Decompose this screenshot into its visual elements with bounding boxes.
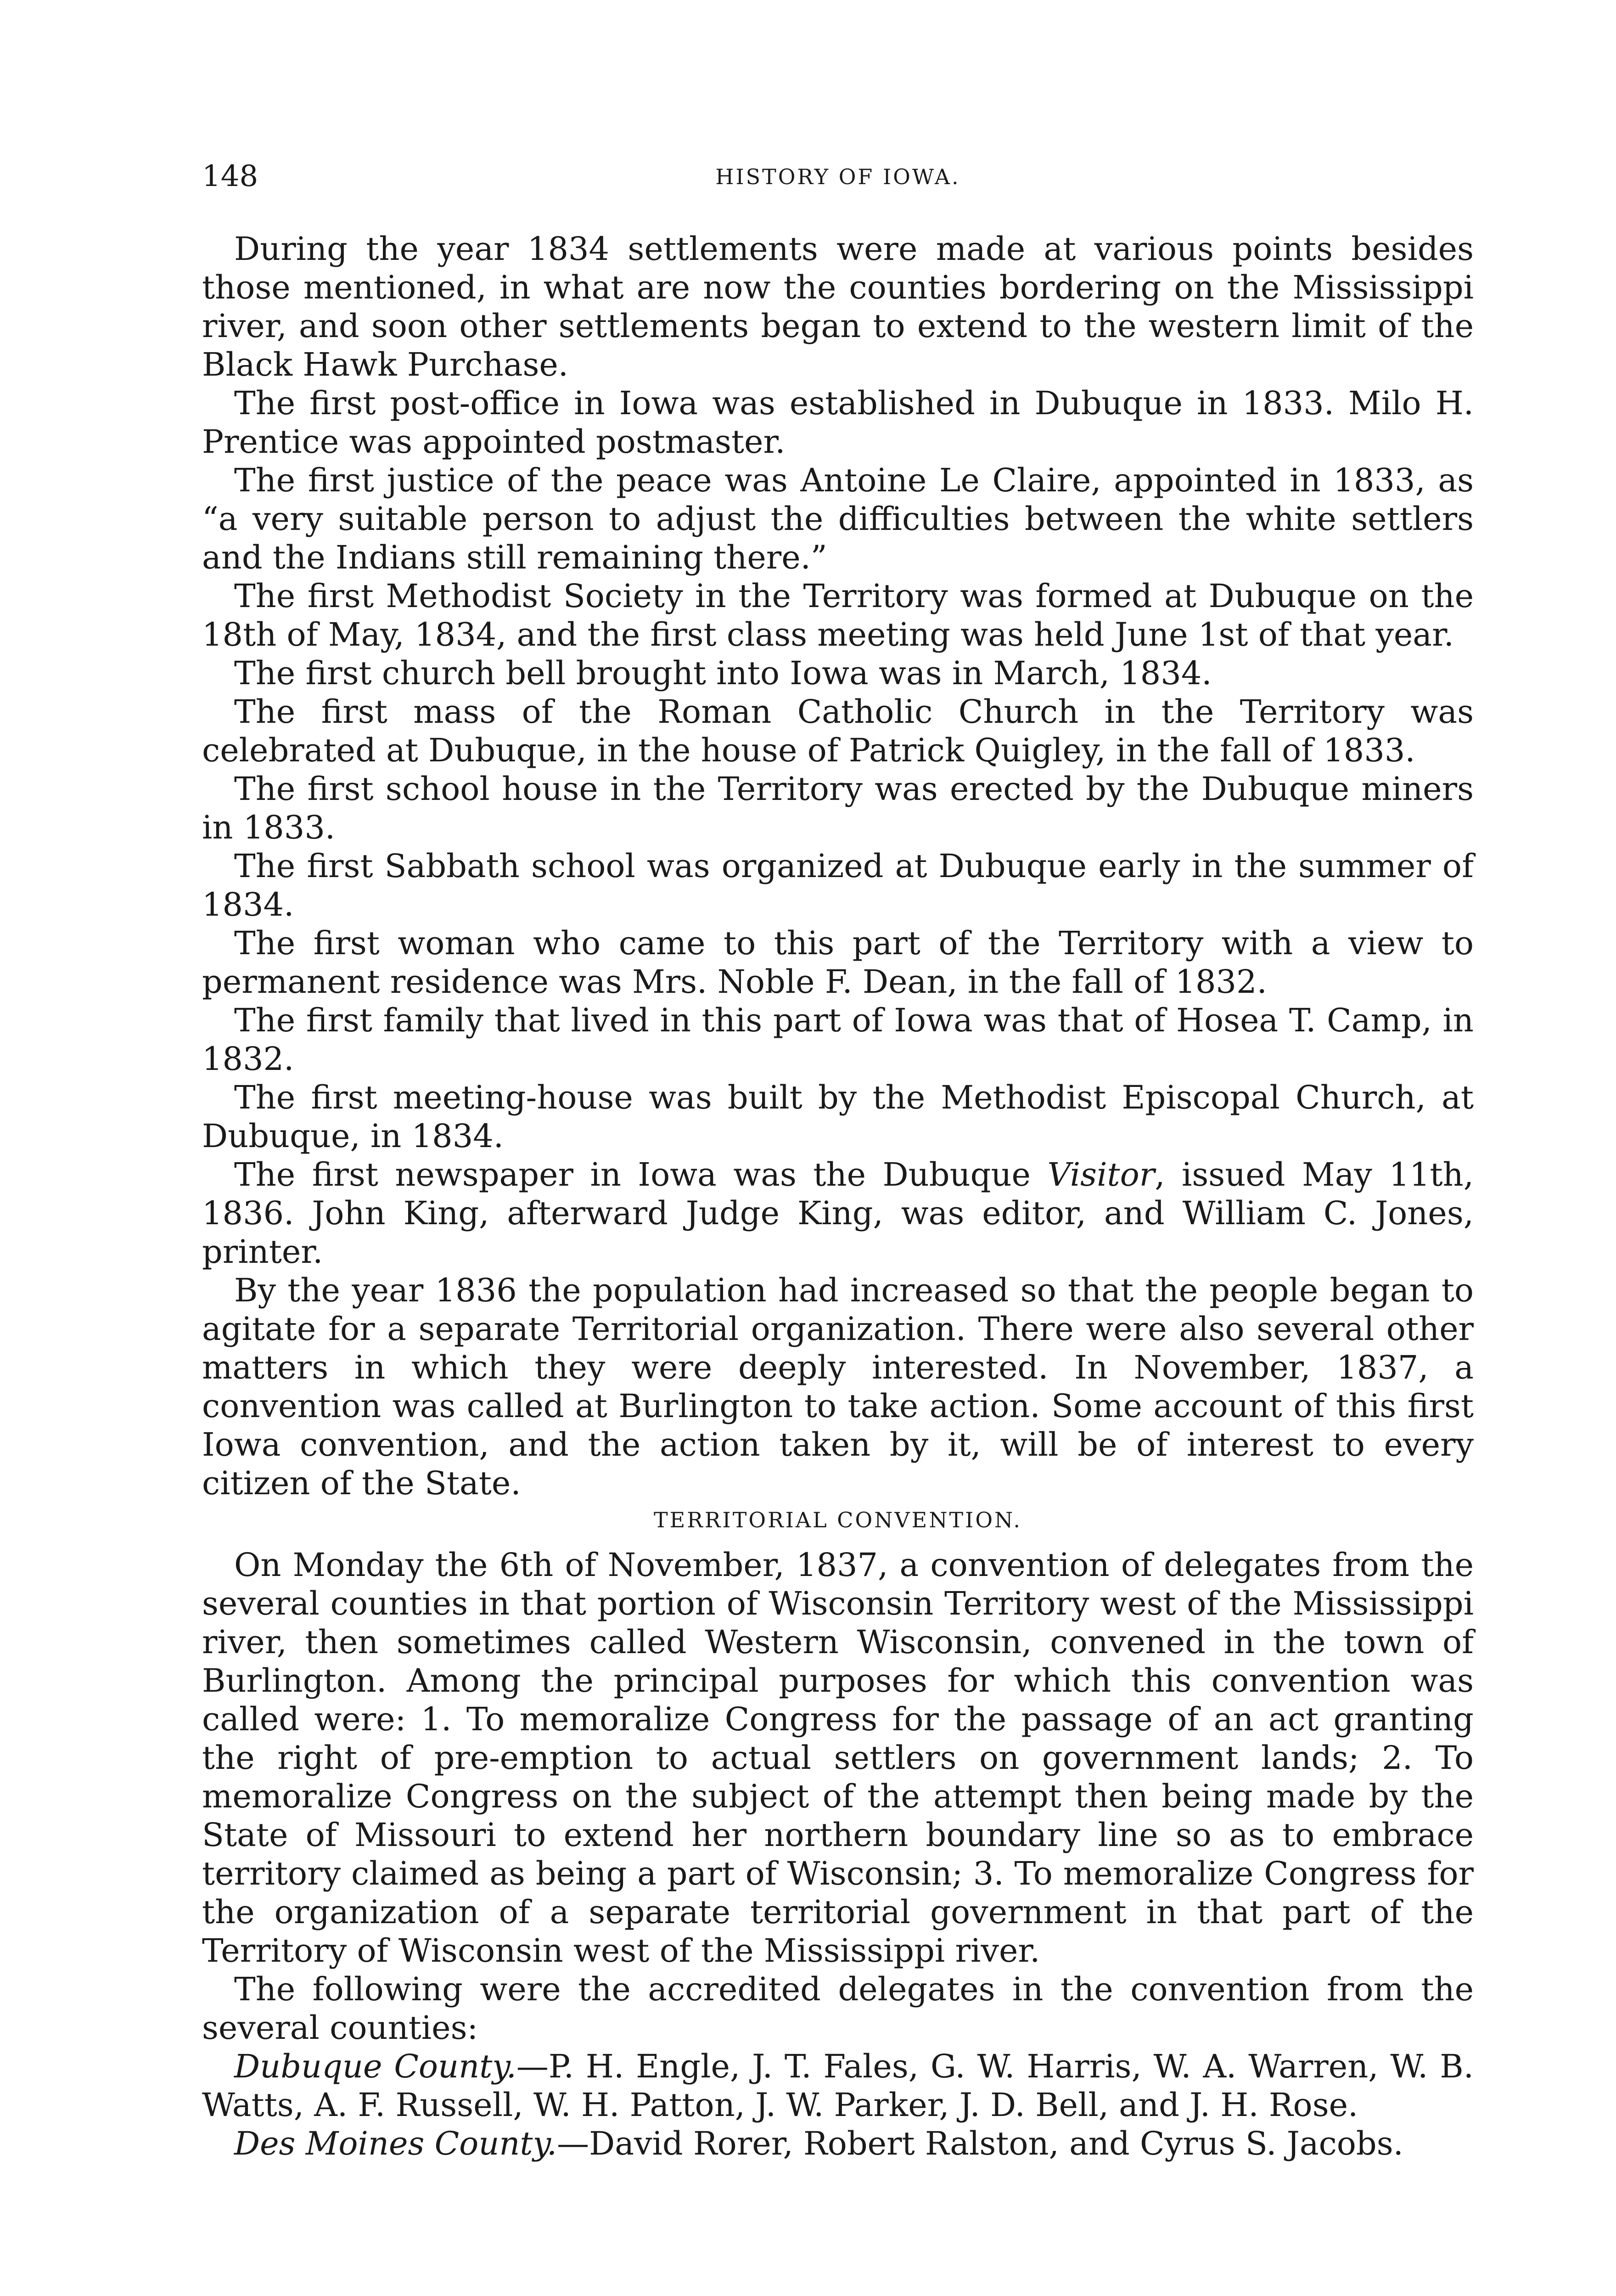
county-name: Dubuque County.: [234, 2048, 516, 2085]
running-head: [202, 159, 1474, 203]
paragraph-post-office: The first post-office in Iowa was established in Dubuque in 1833. Milo H. Prentice was appointed postmaster.: [202, 384, 1474, 461]
paragraph-methodist-society: The first Methodist Society in the Territory was formed at Dubuque on the 18th of May, 1834, and the first class meeting was held June 1st of that year.: [202, 577, 1474, 653]
paragraph-delegates-intro: The following were the accredited delegates in the convention from the several counties:: [202, 1970, 1474, 2047]
paragraph-justice-of-peace: The first justice of the peace was Antoine Le Claire, appointed in 1833, as “a very suitable person to adjust the difficulties between the white settlers and the Indians still remaining there.”: [202, 461, 1474, 576]
county-name: Des Moines County.: [234, 2125, 557, 2162]
paragraph-meeting-house: The first meeting-house was built by the Methodist Episcopal Church, at Dubuque, in 1834.: [202, 1079, 1474, 1155]
paragraph-school-house: The first school house in the Territory was erected by the Dubuque miners in 1833.: [202, 770, 1474, 846]
newspaper-title: Visitor: [1047, 1156, 1155, 1193]
paragraph-1834-settlements: During the year 1834 settlements were made at various points besides those mentioned, in what are now the counties bordering on the Mississippi river, and soon other settlements began to extend to the western limit of the Black Hawk Purchase.: [202, 230, 1474, 383]
paragraph-convention: On Monday the 6th of November, 1837, a convention of delegates from the several counties in that portion of Wisconsin Territory west of the Mississippi river, then sometimes called Western Wisconsin, convened in the town of Burlington. Among the principal purposes for which this convention was called were: 1. To memoralize Congress for the passage of an act granting the right of pre-emption to actual settlers on government lands; 2. To memoralize Congress on the subject of the attempt then being made by the State of Missouri to extend her northern boundary line so as to embrace territory claimed as being a part of Wisconsin; 3. To memoralize Congress for the organization of a separate territorial government in that part of the Territory of Wisconsin west of the Mississippi river.: [202, 1546, 1474, 1970]
county-entry-dubuque: [202, 2047, 1474, 2124]
paragraph-church-bell: The first church bell brought into Iowa was in March, 1834.: [234, 654, 1212, 692]
paragraph-catholic-mass: The first mass of the Roman Catholic Church in the Territory was celebrated at Dubuque, in the house of Patrick Quigley, in the fall of 1833.: [202, 693, 1474, 769]
running-title: HISTORY OF IOWA.: [715, 164, 960, 189]
county-entry-des-moines: [202, 2124, 1474, 2163]
paragraph-first-newspaper: [202, 1155, 1474, 1271]
paragraph-first-woman: The first woman who came to this part of the Territory with a view to permanent residence was Mrs. Noble F. Dean, in the fall of 1832.: [202, 924, 1474, 1001]
paragraph-sabbath-school: The first Sabbath school was organized at Dubuque early in the summer of 1834.: [202, 847, 1474, 923]
newspaper-text-before: The first newspaper in Iowa was the Dubuque: [234, 1156, 1048, 1193]
body-text: [202, 230, 1474, 2163]
section-heading: TERRITORIAL CONVENTION.: [654, 1508, 1022, 1532]
county-delegates: —P. H. Engle, J. T. Fales, G. W. Harris, W. A. Warren, W. B. Watts, A. F. Russell, W. H. Patton, J. W. Parker, J. D. Bell, and J. H. Rose.: [202, 2048, 1474, 2124]
page-number: 148: [202, 159, 258, 193]
county-delegates: —David Rorer, Robert Ralston, and Cyrus S. Jacobs.: [557, 2125, 1403, 2162]
newspaper-text-after: , issued May 11th, 1836. John King, afterward Judge King, was editor, and William C. Jones, printer.: [202, 1156, 1474, 1271]
paragraph-first-family: The first family that lived in this part of Iowa was that of Hosea T. Camp, in 1832.: [202, 1002, 1474, 1078]
paragraph-1836-population: By the year 1836 the population had increased so that the people began to agitate for a separate Territorial organization. There were also several other matters in which they were deeply interested. In November, 1837, a convention was called at Burlington to take action. Some account of this first Iowa convention, and the action taken by it, will be of interest to every citizen of the State.: [202, 1272, 1474, 1502]
